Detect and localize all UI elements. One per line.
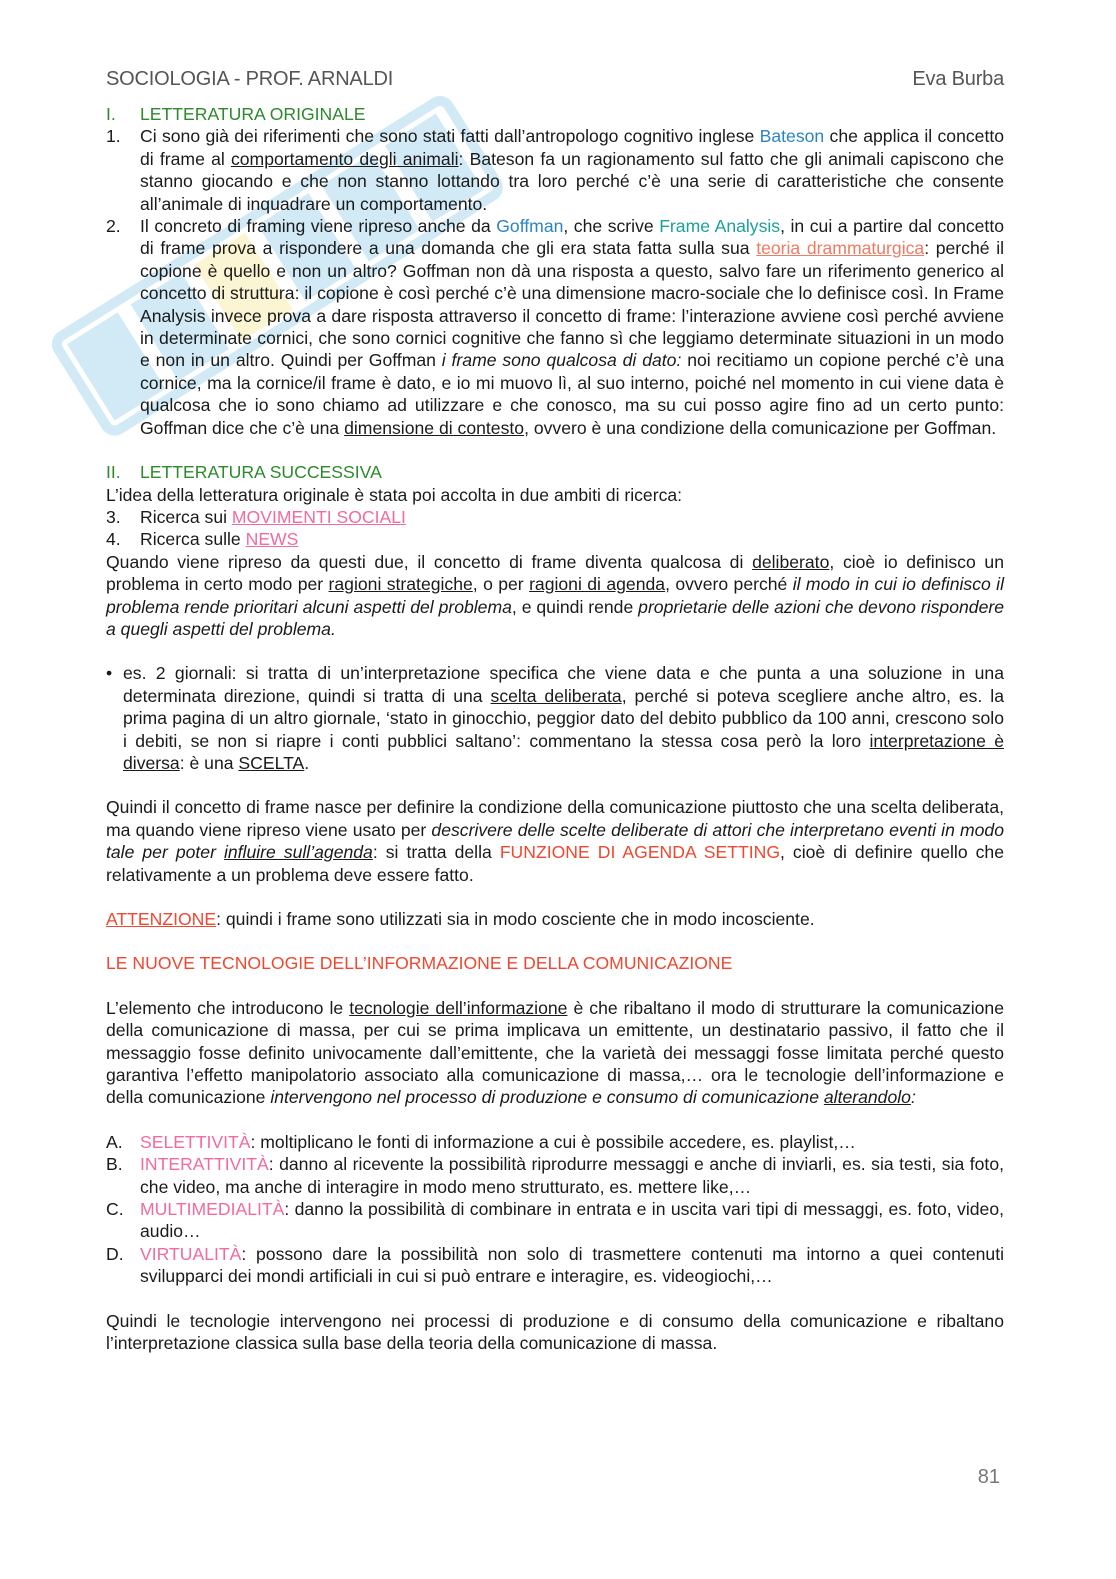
attenzione-label: ATTENZIONE [106,909,217,929]
text-span: , e quindi rende [511,596,639,617]
list-item-movimenti [106,506,1004,528]
bullet-marker: • [106,663,113,684]
text-span: , cioè io definisco un problema in certo modo per [106,551,1004,595]
section-heading-nuove-tecnologie: LE NUOVE TECNOLOGIE DELL’INFORMAZIONE E DELLA COMUNICAZIONE [106,953,733,974]
term-selettivita: SELETTIVITÀ [140,1131,251,1152]
list-item-goffman [106,215,1004,439]
author-name: Eva Burba [912,68,1004,90]
list-item-virtualita [106,1243,1004,1288]
paragraph-attenzione [106,908,1004,930]
underlined-term: dimensione di contesto [344,417,525,438]
paragraph-conclusion: Quindi le tecnologie intervengono nei processi di produzione e di consumo della comunicazione e ribaltano l’interpretazione classica sulla base della teoria della comunicazione di massa. [106,1310,1004,1354]
term-virtualita: VIRTUALITÀ [140,1243,242,1264]
page-header [106,68,1004,96]
list-marker: 1. [106,126,121,147]
text-span: : Bateson fa un ragionamento sul fatto che gli animali capiscono che stanno giocando e che non stanno lottando tra loro perché c’è una serie di caratteristiche che consente all’animale di inquadrare un comportamento. [140,148,1004,214]
text-span: Quindi il concetto di frame nasce per definire la condizione della comunicazione piuttosto che una scelta deliberata, ma quando viene ripreso viene usato per [106,797,1004,840]
paragraph-deliberato [106,551,1004,641]
italic-underlined-term: influire sull’agenda [223,842,373,863]
list-marker: 3. [106,506,121,527]
underlined-term: tecnologie dell’informazione [349,997,568,1018]
text-span: Ci sono già dei riferimenti che sono stati fatti dall’antropologo cognitivo inglese [140,126,760,147]
text-span: : quindi i frame sono utilizzati sia in modo cosciente che in modo incosciente. [216,909,815,929]
underlined-term: ragioni strategiche [328,574,473,595]
text-span: , cioè di definire quello che relativamente a un problema deve essere fatto. [106,842,1005,885]
list-item-news [106,528,1004,550]
link-teoria-drammaturgica[interactable]: teoria drammaturgica [756,238,925,259]
section-heading-letteratura-originale [106,103,1004,125]
text-span: : danno la possibilità di combinare in entrata e in uscita vari tipi di messaggi, es. foto, video, audio… [140,1199,1004,1242]
section-heading-letteratura-successiva [106,461,1004,483]
list-marker: B. [106,1154,123,1175]
text-span: Quando viene ripreso da questi due, il concetto di frame diventa qualcosa di [106,551,753,572]
link-news[interactable]: NEWS [245,529,299,550]
text-span: es. 2 giornali: si tratta di un’interpretazione specifica che viene data e che punta a una soluzione in una determinata direzione, quindi si tratta di una [123,663,1004,706]
text-span: : danno al ricevente la possibilità riprodurre messaggi e anche di inviarli, es. sia testi, sia foto, che video, ma anche di interagire in modo meno strutturato, es. mettere like,… [140,1154,1004,1197]
list-marker: A. [106,1131,123,1152]
name-goffman: Goffman [496,216,564,237]
text-span: : si tratta della [372,842,500,863]
list-item-interattivita [106,1153,1004,1198]
link-movimenti-sociali[interactable]: MOVIMENTI SOCIALI [231,506,406,527]
paragraph-agenda-setting [106,796,1004,886]
underlined-term: comportamento degli animali [230,148,459,169]
text-span: : è una [179,752,239,773]
italic-underlined-term: alterandolo [823,1087,911,1108]
italic-text: : [910,1087,916,1108]
section-marker: I. [106,104,116,124]
text-span: : possono dare la possibilità non solo di trasmettere contenuti ma intorno a quei contenuti svilupparci dei mondi artificiali in cui si può entrare e interagire, es. videogiochi,… [140,1243,1004,1287]
underlined-term: interpretazione è diversa [123,730,1004,773]
text-span: è che ribaltano il modo di strutturare la comunicazione della comunicazione di massa, per cui se prima implicava un emittente, un destinatario passivo, il fatto che il messaggio fosse definito univocamente dall’emittente, che la varietà dei messaggi fosse limitata perché questo garantiva l’effetto manipolatorio associato alla comunicazione di massa,… ora le tecnologie dell’informazione e della comunicazione [106,997,1005,1108]
underlined-term: deliberato [752,551,830,572]
name-bateson: Bateson [759,126,825,147]
text-span: , o per [472,574,530,595]
list-item-multimedialita [106,1198,1004,1243]
italic-text: descrivere delle scelte deliberate di attori che interpretano eventi in modo tale per poter [106,819,1004,863]
course-title: SOCIOLOGIA - PROF. ARNALDI [106,68,394,90]
term-multimedialita: MULTIMEDIALITÀ [140,1199,285,1220]
text-span: Ricerca sulle [140,529,246,550]
underlined-term: ragioni di agenda [529,574,666,595]
underlined-term: scelta deliberata [490,685,622,706]
italic-text: i frame sono qualcosa di dato: [441,350,682,371]
text-span: , ovvero perché [665,574,793,595]
paragraph-tecnologie [106,997,1004,1109]
list-item-bateson [106,125,1004,215]
italic-text: intervengono nel processo di produzione e consumo di comunicazione [270,1087,824,1108]
term-interattivita: INTERATTIVITÀ [140,1154,269,1175]
text-span: , in cui a partire dal concetto di frame prova a rispondere a una domanda che gli era stata fatta sulla sua [140,216,1004,259]
text-span: . [304,752,310,773]
list-marker: C. [106,1199,124,1220]
italic-text: proprietarie delle azioni che devono rispondere a quegli aspetti del problema. [106,596,1005,639]
italic-text: il modo in cui io definisco il problema rende prioritari alcuni aspetti del problema [106,574,1004,617]
text-span: che applica il concetto di frame al [140,126,1004,169]
text-span: Il concreto di framing viene ripreso anche da [140,216,497,237]
page-number: 81 [977,1466,1000,1488]
title-frame-analysis: Frame Analysis [659,216,781,237]
list-item-selettivita [106,1131,1004,1153]
section-title: LETTERATURA ORIGINALE [140,104,366,124]
text-span: L’elemento che introducono le [106,997,350,1018]
underlined-term: SCELTA [238,752,305,773]
paragraph-intro: L’idea della letteratura originale è stata poi accolta in due ambiti di ricerca: [106,484,683,505]
section-marker: II. [106,462,121,483]
section-title: LETTERATURA SUCCESSIVA [140,462,382,483]
list-marker: 2. [106,216,121,237]
text-span: , che scrive [563,216,660,237]
term-funzione-agenda-setting: FUNZIONE DI AGENDA SETTING [499,842,780,863]
text-span: , perché si poteva scegliere anche altro, es. la prima pagina di un altro giornale, ‘stato in ginocchio, peggior dato del debito pubblico da 100 anni, crescono solo i debiti, se non si riapre i conti pubblici saltano’: commentano la stessa cosa però la loro [123,685,1004,751]
text-span: : moltiplicano le fonti di informazione a cui è possibile accedere, es. playlist,… [250,1131,856,1152]
bullet-item-giornali [106,662,1004,774]
text-span: : perché il copione è quello e non un altro? Goffman non dà una risposta a questo, salvo fare un riferimento generico al concetto di struttura: il copione è così perché c’è una dimensione macro-sociale che lo definisce così. In Frame Analysis invece prova a dare risposta attraverso il concetto di frame: l’interazione avviene così perché avviene in determinate cornici, che sono cornici cognitive che fanno sì che leggiamo determinate situazioni in un modo e non in un altro. Quindi per Goffman [140,238,1005,371]
list-marker: 4. [106,529,121,550]
text-span: noi recitiamo un copione perché c’è una cornice, ma la cornice/il frame è dato, e io mi muovo lì, al suo interno, poiché nel momento in cui viene data è qualcosa che io sono chiamo ad utilizzare e che conosco, ma su cui posso agire fino ad un certo punto: Goffman dice che c’è una [140,350,1005,438]
text-span: Ricerca sui [140,506,232,527]
document-body [106,103,1004,1355]
list-marker: D. [106,1243,124,1264]
text-span: , ovvero è una condizione della comunicazione per Goffman. [524,417,997,438]
